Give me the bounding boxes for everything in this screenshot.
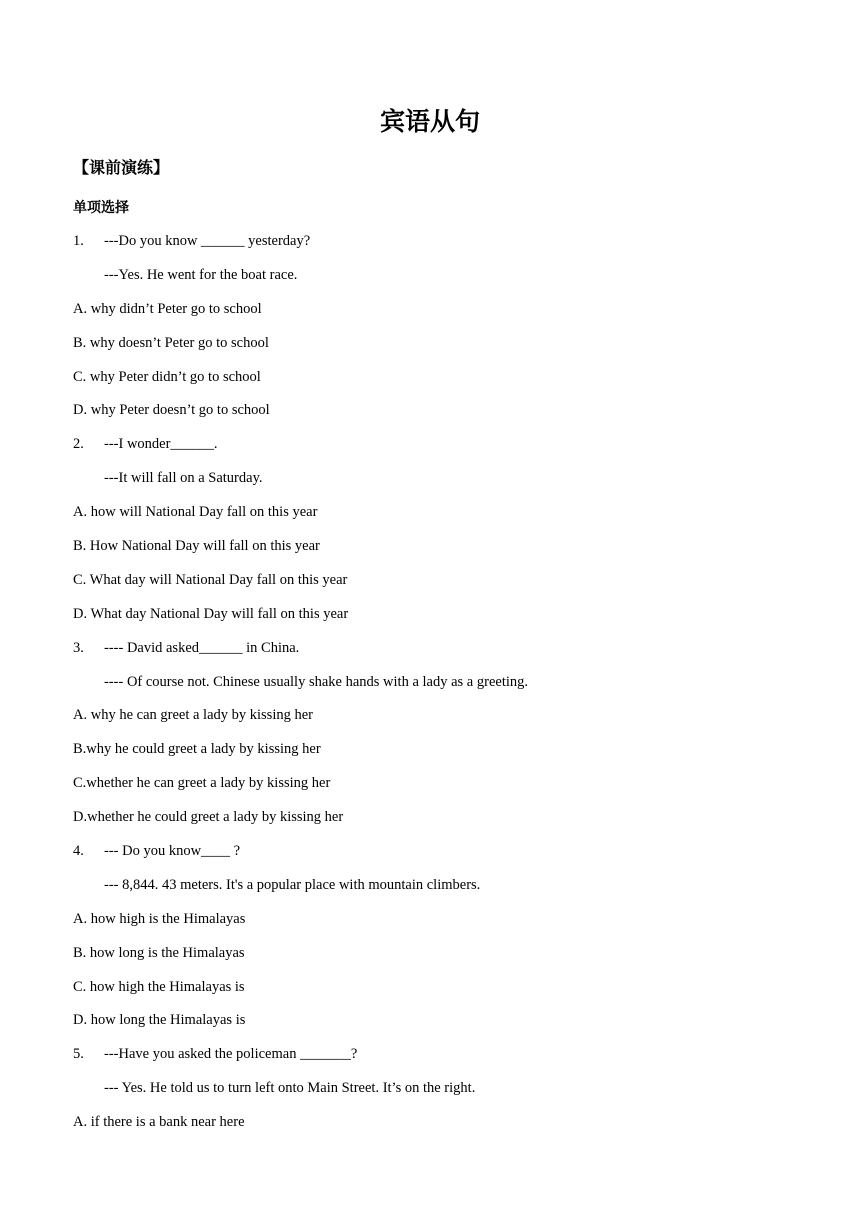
question-4-option-c: C. how high the Himalayas is	[73, 978, 245, 995]
subsection-heading: 单项选择	[73, 200, 129, 216]
question-3-option-b: B.why he could greet a lady by kissing her	[73, 741, 321, 758]
question-2-answer: ---It will fall on a Saturday.	[104, 470, 263, 487]
page-title: 宾语从句	[379, 107, 480, 136]
question-list	[73, 231, 813, 1146]
question-5-prompt	[73, 1044, 813, 1078]
question-1-prompt	[73, 231, 813, 265]
question-2-option-a: A. how will National Day fall on this year	[73, 504, 318, 521]
question-1-option-d: D. why Peter doesn’t go to school	[73, 402, 270, 419]
question-2-option-c: C. What day will National Day fall on this year	[73, 571, 348, 588]
question-3-option-a: A. why he can greet a lady by kissing her	[73, 707, 313, 724]
question-3-prompt	[73, 638, 813, 672]
question-5-answer: --- Yes. He told us to turn left onto Main Street. It’s on the right.	[104, 1080, 476, 1097]
question-3-answer: ---- Of course not. Chinese usually shake hands with a lady as a greeting.	[104, 673, 529, 690]
question-number: 1.	[73, 233, 84, 249]
question-text: ---I wonder______.	[104, 436, 218, 453]
question-4-answer: --- 8,844. 43 meters. It's a popular place with mountain climbers.	[104, 876, 481, 893]
question-text: --- Do you know____ ?	[104, 843, 241, 860]
question-5-option-a: A. if there is a bank near here	[73, 1114, 245, 1131]
question-1-option-b: B. why doesn’t Peter go to school	[73, 334, 269, 351]
question-number: 4.	[73, 843, 84, 860]
section-heading: 【课前演练】	[73, 158, 170, 177]
question-2-option-b: B. How National Day will fall on this year	[73, 538, 320, 555]
question-2-prompt	[73, 434, 813, 468]
question-4-option-d: D. how long the Himalayas is	[73, 1012, 246, 1029]
question-number: 2.	[73, 436, 84, 453]
question-1-option-c: C. why Peter didn’t go to school	[73, 368, 261, 385]
question-number: 3.	[73, 639, 84, 656]
question-4-option-a: A. how high is the Himalayas	[73, 910, 246, 927]
question-1-option-a: A. why didn’t Peter go to school	[73, 300, 262, 317]
question-text: ---Have you asked the policeman _______?	[104, 1046, 358, 1063]
question-1-answer: ---Yes. He went for the boat race.	[104, 266, 298, 283]
question-text: ---- David asked______ in China.	[104, 639, 300, 656]
question-number: 5.	[73, 1046, 84, 1063]
question-3-option-c: C.whether he can greet a lady by kissing her	[73, 775, 331, 792]
question-3-option-d: D.whether he could greet a lady by kissing her	[73, 809, 344, 826]
question-2-option-d: D. What day National Day will fall on this year	[73, 605, 349, 622]
question-text: ---Do you know ______ yesterday?	[104, 233, 311, 249]
question-4-prompt	[73, 841, 813, 875]
question-4-option-b: B. how long is the Himalayas	[73, 944, 245, 961]
